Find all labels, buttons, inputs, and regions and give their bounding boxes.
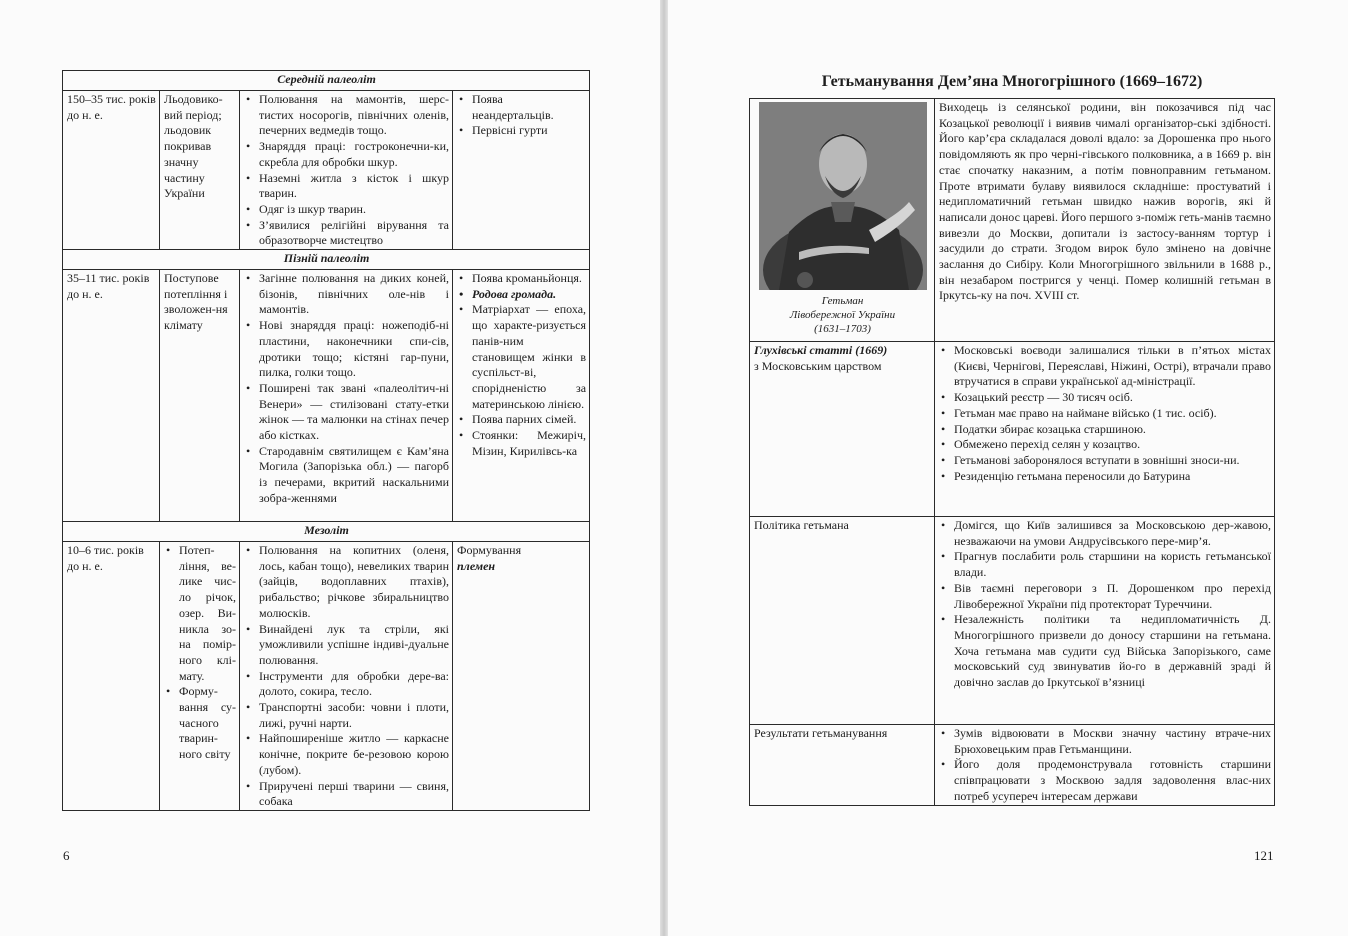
period-cell: 150–35 тис. років до н. е. — [63, 91, 160, 250]
list-item: • Стародавнім святилищем є Кам’яна Могила (Запорізька обл.) — пагорб із печерами, вкритий наскальними зобра-женнями — [244, 444, 449, 507]
list-item: • Знаряддя праці: гостроконечни-ки, скребла для обробки шкур. — [244, 139, 449, 170]
list-item: • Винайдені лук та стріли, які уможливили успішне індиві-дуальне полювання. — [244, 622, 449, 669]
list-item: • Вів таємні переговори з П. Дорошенком про перехід Лівобережної України під протекторат Туреччини. — [939, 581, 1271, 612]
life-cell — [240, 270, 453, 522]
portrait-cell — [750, 99, 935, 342]
list-item: • Стоянки: Межиріч, Мізин, Кирилівсь-ка — [457, 428, 586, 459]
list-item: • Поява парних сімей. — [457, 412, 586, 428]
social-text: Формування — [457, 543, 522, 558]
list-item: • Інструменти для обробки дере-ва: долото, сокира, тесло. — [244, 669, 449, 700]
social-cell — [453, 270, 590, 522]
row-label: Політика гетьмана — [750, 517, 935, 725]
list-item: • Найпоширеніше житло — каркасне конічне, покрите бе-резовою корою (лубом). — [244, 731, 449, 778]
section-title: Пізній палеоліт — [63, 250, 590, 270]
list-item: • Домігся, що Київ залишився за Московською дер-жавою, незважаючи на умови Андрусівського пере-мир’я. — [939, 518, 1271, 549]
list-item: • Приручені перші тварини — свиня, собака — [244, 779, 449, 810]
list-item: • Родова громада. — [457, 287, 586, 303]
climate-cell: Поступове потепління і зволожен-ня клімату — [160, 270, 240, 522]
row-content — [935, 725, 1275, 806]
book-spine — [660, 0, 668, 936]
list-item: • Резиденцію гетьмана переносили до Батурина — [939, 469, 1271, 485]
list-item: • Незалежність політики та недипломатичність Д. Многогрішного призвели до доносу старшини на гетьмана. Хоча гетьмана мав судити суд Війська Запорізького, саме московський суд звинуватив йо-го в державній зраді й довічно заслав до Іркутської в’язниці — [939, 612, 1271, 691]
life-cell — [240, 542, 453, 811]
caption-line: Гетьман — [821, 295, 864, 307]
row-content — [935, 517, 1275, 725]
row-label-bold: Глухівські статті (1669) — [754, 343, 888, 357]
list-item: • Полювання на копитних (оленя, лось, кабан тощо), невеликих тварин (зайців, водоплавних птахів), рибальство; річкове збиральництво молюсків. — [244, 543, 449, 622]
climate-cell — [160, 542, 240, 811]
row-label — [750, 342, 935, 517]
period-cell: 35–11 тис. років до н. е. — [63, 270, 160, 522]
page-title: Гетьманування Дем’яна Многогрішного (1669–1672) — [821, 73, 1203, 90]
section-title: Середній палеоліт — [63, 71, 590, 91]
list-item: • Форму-вання су-часного тварин-ного світу — [164, 684, 236, 763]
list-item: • Транспортні засоби: човни і плоти, лижі, ручні нарти. — [244, 700, 449, 731]
caption-line: Лівобережної України — [789, 309, 896, 321]
list-item: • Поява неандертальців. — [457, 92, 586, 123]
social-cell — [453, 91, 590, 250]
social-bold-text: племен — [457, 558, 496, 573]
list-item: • Гетьман має право на наймане військо (1 тис. осіб). — [939, 406, 1271, 422]
row-content — [935, 342, 1275, 517]
hetman-portrait — [759, 102, 927, 290]
climate-cell: Льодовико-вий період; льодовик покривав значну частину України — [160, 91, 240, 250]
portrait-image — [759, 102, 927, 290]
list-item: • Козацький реєстр — 30 тисяч осіб. — [939, 390, 1271, 406]
list-item: • Прагнув послабити роль старшини на користь гетьманської влади. — [939, 549, 1271, 580]
page-number-right: 121 — [1254, 848, 1274, 863]
paleolithic-table — [62, 70, 590, 811]
row-label-text: з Московським царством — [754, 358, 882, 373]
page-number-left: 6 — [63, 848, 70, 863]
list-item: • Поява кроманьйонця. — [457, 271, 586, 287]
list-item: • Поширені так звані «палеолітич-ні Венери» — стилізовані стату-етки жінок — та малюнки на стінах печер або кістках. — [244, 381, 449, 444]
list-item: • Матріархат — епоха, що характе-ризується панів-ним становищем жінки в суспільст-ві, спорідненістю за материнською лінією. — [457, 302, 586, 412]
social-cell — [453, 542, 590, 811]
biography-cell: Виходець із селянської родини, він покозачився під час Козацької революції і виявив чималі організатор-ські здібності. Його кар’єра складалася доволі вдало: за Дорошенка про нього повідомляють як про черні-гівського полковника, а в 1669 р. він стає спочатку наказним, а потім повноправним гетьманом. Проте втримати булаву виявилося складніше: простуватий і недипломатичний гетьман швидко нажив ворогів, які й написали донос цареві. Його першого з-поміж геть-манів таємно вивезли до Москви, допитали із застосу-ванням тортур і засудили до страти. Згодом вирок було змінено на довічне заслання до Сибіру. Коли Многогрішного звільнили в 1688 р., він незабаром постригся у ченці. Помер колишній гетьман в Іркутсь-ку на поч. XVIII ст. — [935, 99, 1275, 342]
list-item: • Первісні гурти — [457, 123, 586, 139]
list-item: • Обмежено перехід селян у козацтво. — [939, 437, 1271, 453]
list-item: • Загінне полювання на диких коней, бізонів, північних оле-нів і мамонтів. — [244, 271, 449, 318]
list-item: • Нові знаряддя праці: ножеподіб-ні пластини, наконечники спи-сів, дротики тощо; кістяні гар-пуни, пилка, голки тощо. — [244, 318, 449, 381]
hetman-table — [749, 98, 1275, 806]
list-item: • Його доля продемонструвала готовність старшини співпрацювати з Москвою задля задоволення влас-них потреб усупереч інтересам держави — [939, 757, 1271, 804]
life-cell — [240, 91, 453, 250]
list-item: • Зумів відвоювати в Москви значну частину втраче-них Брюховецьким прав Гетьманщини. — [939, 726, 1271, 757]
section-title: Мезоліт — [63, 522, 590, 542]
list-item: • Одяг із шкур тварин. — [244, 202, 449, 218]
caption-line: (1631–1703) — [814, 323, 871, 335]
list-item: • Наземні житла з кісток і шкур тварин. — [244, 171, 449, 202]
portrait-caption — [754, 294, 931, 336]
list-item: • Московські воєводи залишалися тільки в п’ятьох містах (Києві, Чернігові, Переяславі, Ніжині, Острі), втрачали право втручатися в справи української ад-міністрації. — [939, 343, 1271, 390]
row-label: Результати гетьманування — [750, 725, 935, 806]
list-item: • Податки збирає козацька старшиною. — [939, 422, 1271, 438]
period-cell: 10–6 тис. років до н. е. — [63, 542, 160, 811]
list-item: • З’явилися релігійні вірування та образотворче мистецтво — [244, 218, 449, 249]
list-item: • Полювання на мамонтів, шерс-тистих носорогів, північних оленів, печерних ведмедів тощо. — [244, 92, 449, 139]
list-item: • Гетьманові заборонялося вступати в зовнішні зноси-ни. — [939, 453, 1271, 469]
list-item: • Потеп-ління, ве-лике чис-ло річок, озер. Ви-никла зо-на помір-ного клі-мату. — [164, 543, 236, 684]
